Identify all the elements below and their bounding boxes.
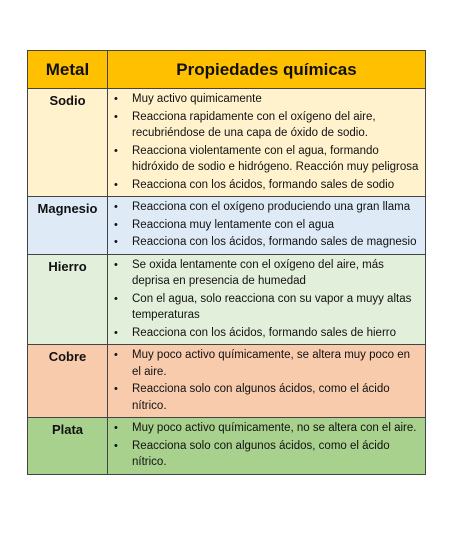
properties-list <box>108 91 421 193</box>
list-item <box>108 217 421 234</box>
bullet-icon: • <box>114 349 118 361</box>
list-item <box>108 257 421 290</box>
bullet-icon: • <box>114 178 118 191</box>
table-body <box>28 89 426 475</box>
list-item <box>108 234 421 251</box>
list-item <box>108 109 421 142</box>
table-row <box>28 418 426 475</box>
bullet-icon: • <box>114 110 118 123</box>
properties-cell <box>108 254 426 345</box>
table-row <box>28 345 426 418</box>
list-item <box>108 325 421 342</box>
metals-properties-table <box>27 50 426 475</box>
table-row <box>28 89 426 197</box>
bullet-icon: • <box>114 383 118 395</box>
metal-name-cell: Hierro <box>28 254 108 345</box>
property-text: Reacciona con los ácidos, formando sales de hierro <box>132 326 397 339</box>
table-row <box>28 197 426 255</box>
metal-name-cell: Plata <box>28 418 108 475</box>
bullet-icon: • <box>114 258 118 271</box>
property-text: Muy poco activo químicamente, no se altera con el aire. <box>132 422 417 434</box>
bullet-icon: • <box>114 422 118 434</box>
list-item <box>108 199 421 216</box>
list-item <box>108 420 421 437</box>
bullet-icon: • <box>114 292 118 305</box>
list-item <box>108 143 421 176</box>
properties-list <box>108 420 421 471</box>
properties-cell <box>108 345 426 418</box>
property-text: Reacciona violentamente con el agua, formando hidróxido de sodio e hidrógeno. Reacción muy peligrosa <box>132 144 419 173</box>
properties-list <box>108 347 421 414</box>
property-text: Reacciona con los ácidos, formando sales de magnesio <box>132 236 417 248</box>
metal-name-cell: Cobre <box>28 345 108 418</box>
list-item <box>108 291 421 324</box>
list-item <box>108 438 421 471</box>
list-item <box>108 177 421 194</box>
property-text: Reacciona muy lentamente con el agua <box>132 218 335 231</box>
header-properties: Propiedades químicas <box>108 51 426 89</box>
header-metal: Metal <box>28 51 108 89</box>
property-text: Con el agua, solo reacciona con su vapor a muyy altas temperaturas <box>132 292 412 321</box>
table-row <box>28 254 426 345</box>
property-text: Reacciona solo con algunos ácidos, como el ácido nítrico. <box>132 439 390 468</box>
table-header-row <box>28 51 426 89</box>
list-item <box>108 347 421 380</box>
bullet-icon: • <box>114 439 118 452</box>
property-text: Reacciona solo con algunos ácidos, como el ácido nítrico. <box>132 383 390 412</box>
properties-list <box>108 199 421 251</box>
metal-name-cell: Sodio <box>28 89 108 197</box>
properties-cell <box>108 418 426 475</box>
bullet-icon: • <box>114 201 118 213</box>
bullet-icon: • <box>114 326 118 339</box>
property-text: Muy poco activo químicamente, se altera muy poco en el aire. <box>132 349 411 378</box>
list-item <box>108 381 421 414</box>
bullet-icon: • <box>114 93 118 105</box>
property-text: Reacciona con el oxígeno produciendo una gran llama <box>132 201 411 213</box>
list-item <box>108 91 421 108</box>
properties-cell <box>108 197 426 255</box>
property-text: Reacciona rapidamente con el oxígeno del aire, recubriéndose de una capa de óxido de sodio. <box>132 110 376 139</box>
bullet-icon: • <box>114 236 118 248</box>
metal-name-cell: Magnesio <box>28 197 108 255</box>
property-text: Se oxida lentamente con el oxígeno del aire, más deprisa en presencia de humedad <box>132 258 384 287</box>
bullet-icon: • <box>114 144 118 157</box>
property-text: Reacciona con los ácidos, formando sales de sodio <box>132 178 395 191</box>
properties-list <box>108 257 421 342</box>
property-text: Muy activo quimicamente <box>132 93 262 105</box>
bullet-icon: • <box>114 218 118 231</box>
properties-cell <box>108 89 426 197</box>
